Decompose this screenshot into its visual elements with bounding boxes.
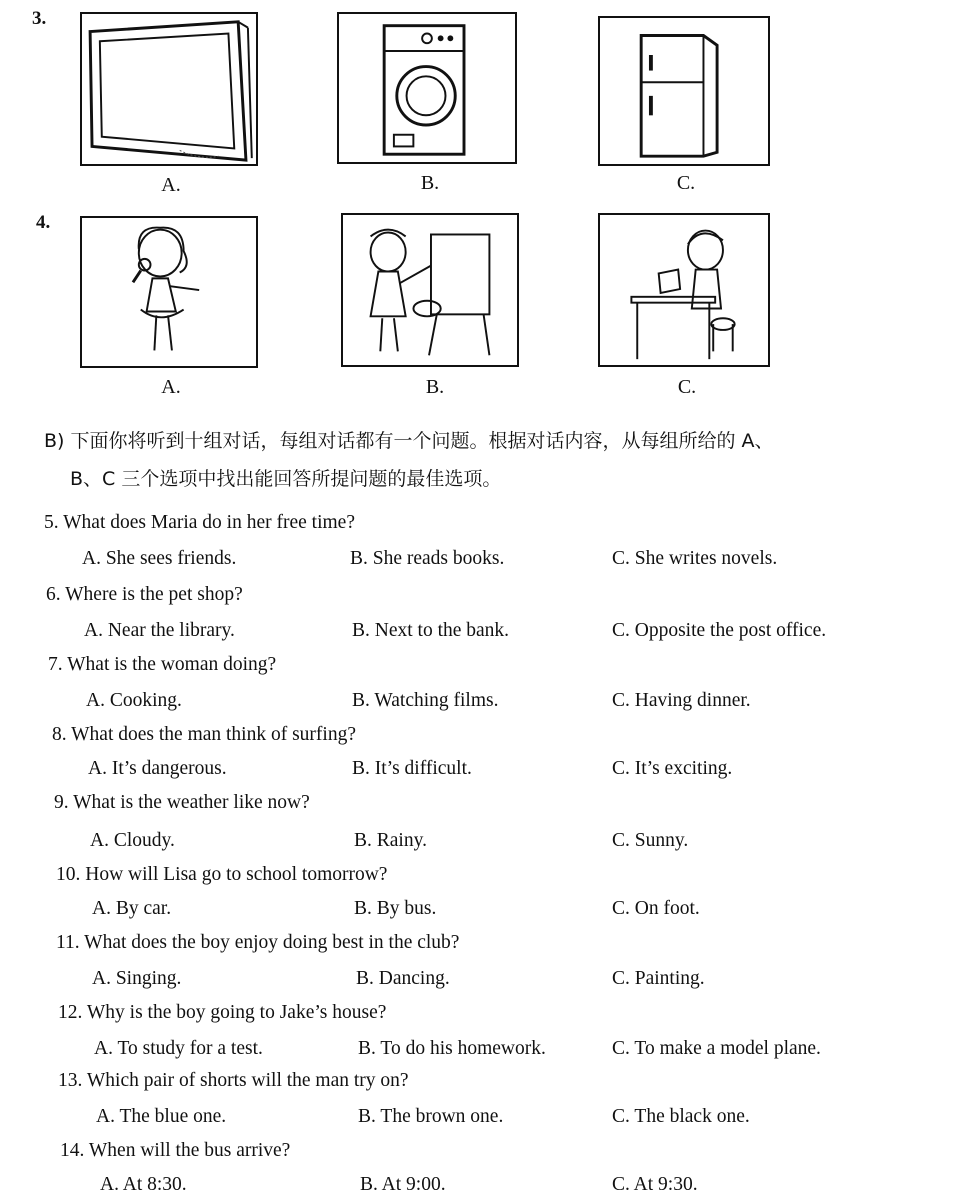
q5-option-c[interactable]: C. She writes novels. <box>612 548 778 569</box>
girl-painting-icon <box>341 213 519 367</box>
question-11: 11. What does the boy enjoy doing best in the club? <box>56 932 460 953</box>
q6-option-b[interactable]: B. Next to the bank. <box>352 620 510 641</box>
q7-option-a[interactable]: A. Cooking. <box>86 690 182 711</box>
q3-option-a-label: A. <box>161 174 181 196</box>
q9-option-c[interactable]: C. Sunny. <box>612 830 689 851</box>
question-14: 14. When will the bus arrive? <box>60 1140 291 1161</box>
question-13: 13. Which pair of shorts will the man try on? <box>58 1070 409 1091</box>
q5-option-a[interactable]: A. She sees friends. <box>82 548 237 569</box>
q12-option-c[interactable]: C. To make a model plane. <box>612 1038 821 1059</box>
q13-option-b[interactable]: B. The brown one. <box>358 1106 504 1127</box>
q3-option-b-label: B. <box>420 172 440 194</box>
q14-option-c[interactable]: C. At 9:30. <box>612 1174 698 1195</box>
question-12: 12. Why is the boy going to Jake’s house? <box>58 1002 387 1023</box>
q11-option-b[interactable]: B. Dancing. <box>356 968 450 989</box>
tv-icon <box>80 12 258 166</box>
q3-option-c-label: C. <box>676 172 696 194</box>
q14-option-a[interactable]: A. At 8:30. <box>100 1174 187 1195</box>
q4-option-a-label: A. <box>161 376 181 398</box>
q12-option-b[interactable]: B. To do his homework. <box>358 1038 546 1059</box>
girl-singing-icon <box>80 216 258 368</box>
question-5: 5. What does Maria do in her free time? <box>44 512 355 533</box>
fridge-icon <box>598 16 770 166</box>
question-6: 6. Where is the pet shop? <box>46 584 243 605</box>
q10-option-a[interactable]: A. By car. <box>92 898 172 919</box>
q9-option-a[interactable]: A. Cloudy. <box>90 830 175 851</box>
q10-option-c[interactable]: C. On foot. <box>612 898 700 919</box>
q13-option-a[interactable]: A. The blue one. <box>96 1106 227 1127</box>
q14-option-b[interactable]: B. At 9:00. <box>360 1174 446 1195</box>
section-b-instruction-line-2: B、C 三个选项中找出能回答所提问题的最佳选项。 <box>70 468 502 490</box>
q13-option-c[interactable]: C. The black one. <box>612 1106 750 1127</box>
q5-option-b[interactable]: B. She reads books. <box>350 548 505 569</box>
q11-option-c[interactable]: C. Painting. <box>612 968 705 989</box>
section-b-instruction-line-1: B) 下面你将听到十组对话，每组对话都有一个问题。根据对话内容，从每组所给的 A、 <box>44 430 774 452</box>
girl-reading-icon <box>598 213 770 367</box>
q7-option-c[interactable]: C. Having dinner. <box>612 690 751 711</box>
question-10: 10. How will Lisa go to school tomorrow? <box>56 864 388 885</box>
question-7: 7. What is the woman doing? <box>48 654 277 675</box>
q8-option-a[interactable]: A. It’s dangerous. <box>88 758 227 779</box>
question-number-3: 3. <box>32 8 47 29</box>
q6-option-a[interactable]: A. Near the library. <box>84 620 235 641</box>
q11-option-a[interactable]: A. Singing. <box>92 968 182 989</box>
washing-machine-icon <box>337 12 517 164</box>
question-8: 8. What does the man think of surfing? <box>52 724 356 745</box>
q9-option-b[interactable]: B. Rainy. <box>354 830 427 851</box>
q8-option-b[interactable]: B. It’s difficult. <box>352 758 472 779</box>
q7-option-b[interactable]: B. Watching films. <box>352 690 499 711</box>
question-number-4: 4. <box>36 212 51 233</box>
q8-option-c[interactable]: C. It’s exciting. <box>612 758 733 779</box>
q6-option-c[interactable]: C. Opposite the post office. <box>612 620 827 641</box>
q12-option-a[interactable]: A. To study for a test. <box>94 1038 263 1059</box>
q10-option-b[interactable]: B. By bus. <box>354 898 437 919</box>
question-9: 9. What is the weather like now? <box>54 792 310 813</box>
q4-option-c-label: C. <box>677 376 697 398</box>
q4-option-b-label: B. <box>425 376 445 398</box>
